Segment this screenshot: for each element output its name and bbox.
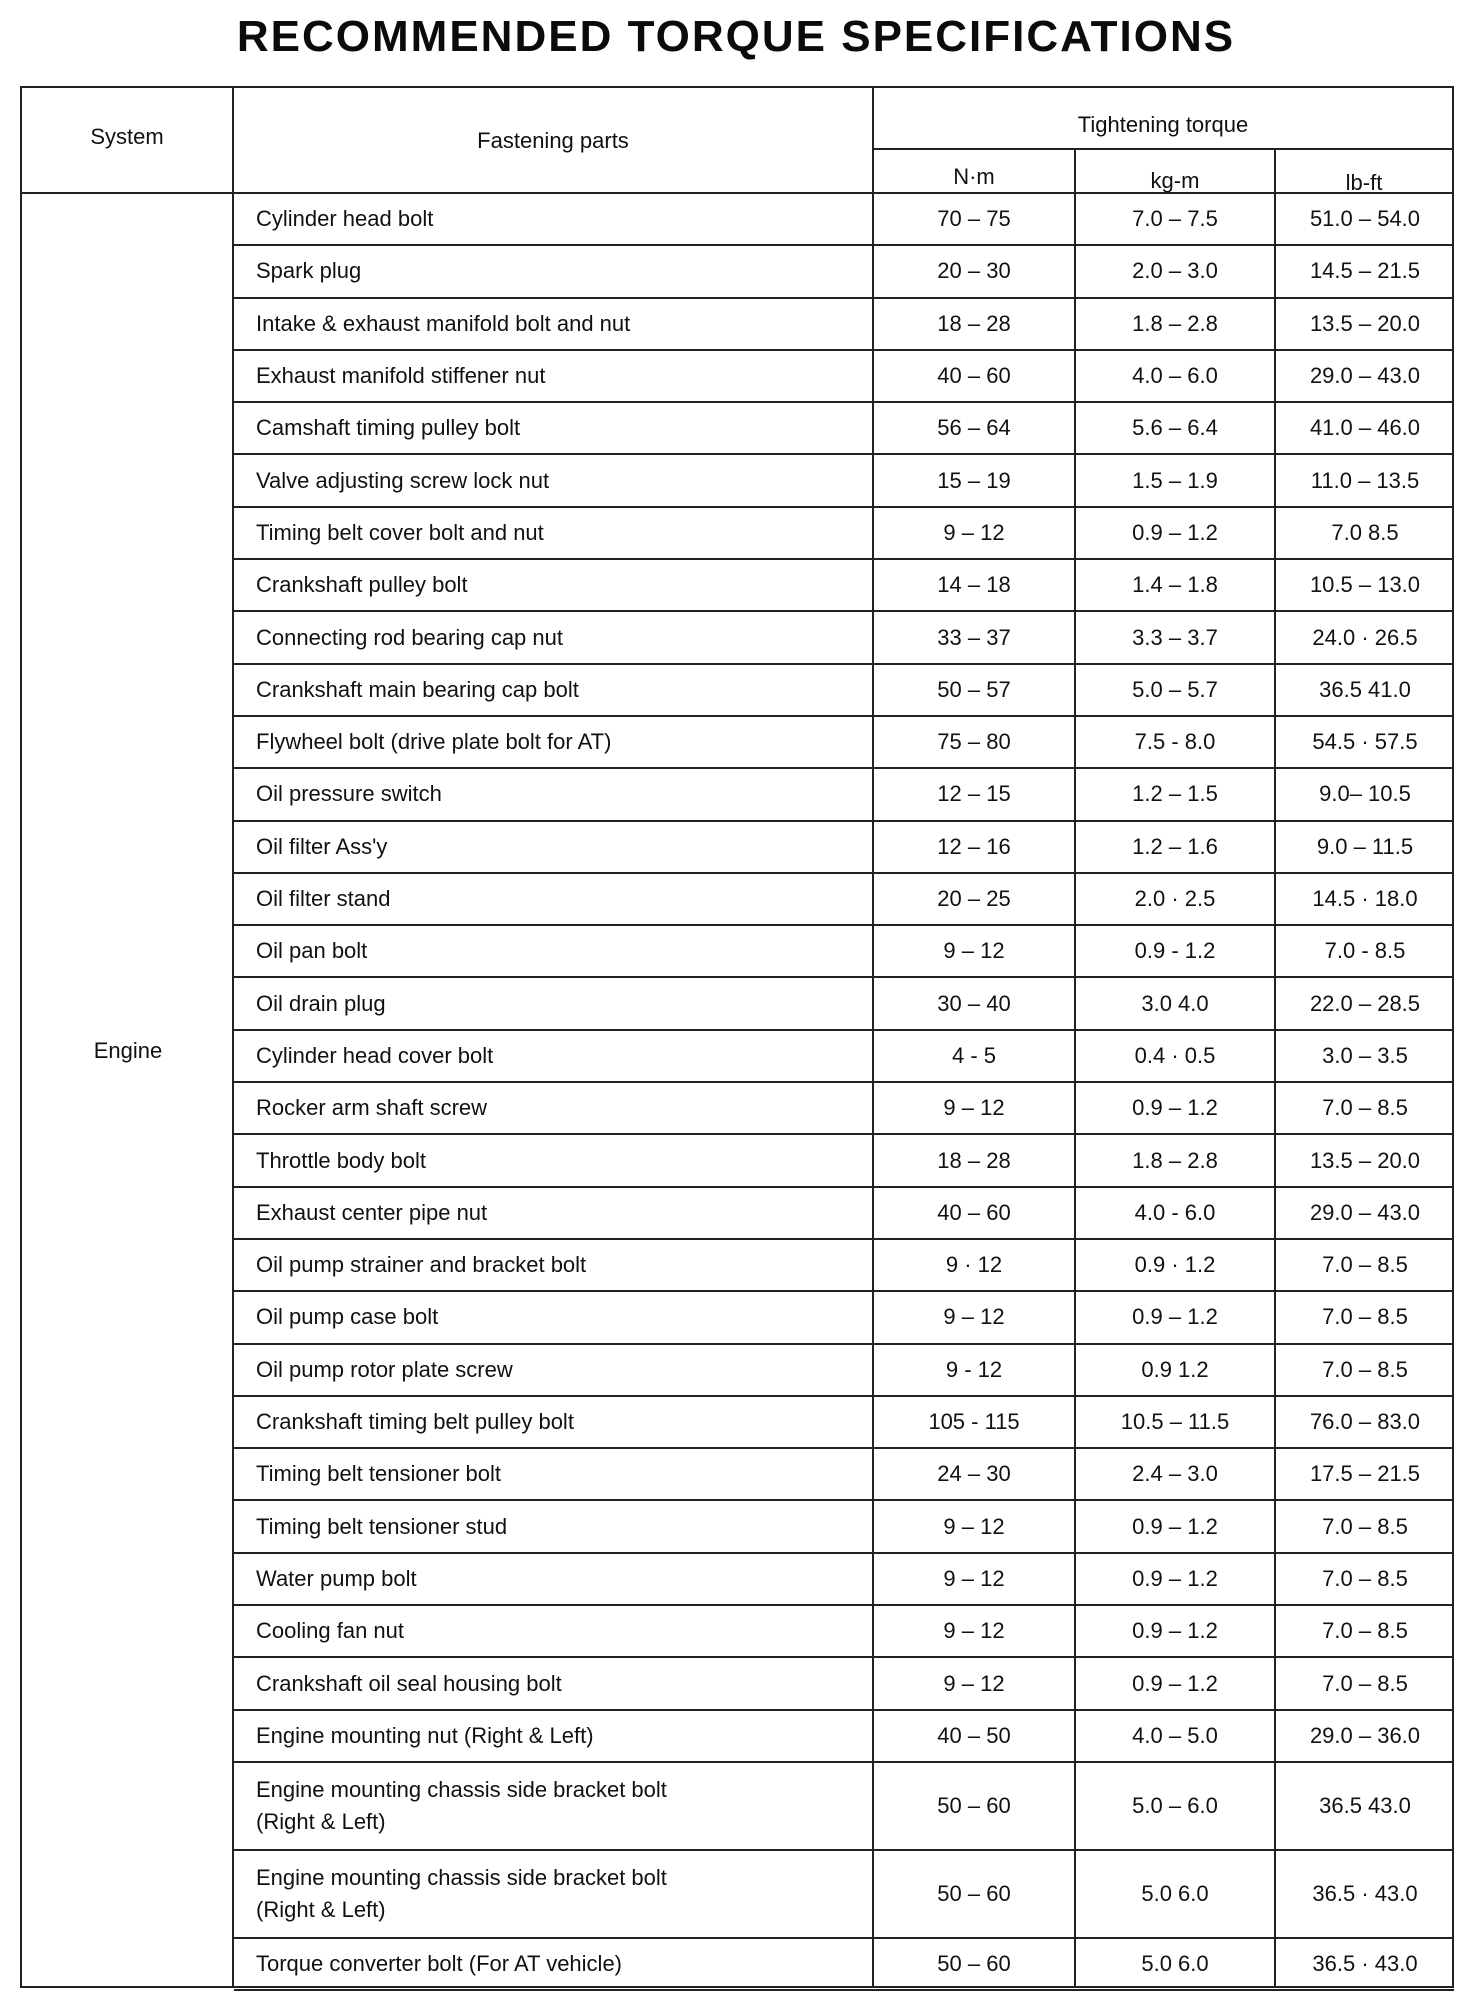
torque-nm: 4 - 5 — [951, 1042, 997, 1068]
table-row — [234, 874, 1454, 926]
torque-lbft: 13.5 – 20.0 — [1309, 310, 1421, 336]
torque-lbft: 36.5 41.0 — [1319, 676, 1411, 702]
torque-nm: 12 – 16 — [937, 833, 1011, 859]
fastening-part: Oil pump strainer and bracket bolt — [256, 1252, 587, 1278]
table-row — [234, 979, 1454, 1031]
torque-kgm: 0.9 – 1.2 — [1132, 1095, 1218, 1121]
torque-lbft: 7.0 – 8.5 — [1322, 1565, 1408, 1591]
torque-kgm: 4.0 - 6.0 — [1134, 1199, 1216, 1225]
fastening-part: Engine mounting chassis side bracket bolt (Right & Left) — [256, 1777, 667, 1834]
torque-kgm: 5.6 – 6.4 — [1132, 415, 1218, 441]
fastening-part: Cooling fan nut — [256, 1618, 404, 1644]
fastening-part: Oil pump case bolt — [256, 1304, 439, 1330]
torque-nm: 18 – 28 — [937, 1147, 1011, 1173]
torque-kgm: 1.2 – 1.5 — [1132, 781, 1218, 807]
torque-lbft: 9.0– 10.5 — [1319, 781, 1411, 807]
torque-kgm: 0.9 – 1.2 — [1132, 1513, 1218, 1539]
torque-nm: 9 – 12 — [943, 1618, 1005, 1644]
fastening-part: Exhaust manifold stiffener nut — [256, 363, 546, 389]
table-row — [234, 926, 1454, 978]
torque-kgm: 0.9 1.2 — [1141, 1356, 1209, 1382]
torque-kgm: 0.9 – 1.2 — [1132, 1670, 1218, 1696]
torque-lbft: 76.0 – 83.0 — [1309, 1409, 1421, 1435]
torque-nm: 75 – 80 — [937, 729, 1011, 755]
table-row — [234, 1031, 1454, 1083]
fastening-part: Oil drain plug — [256, 990, 386, 1016]
torque-lbft: 17.5 – 21.5 — [1309, 1461, 1421, 1487]
fastening-part: Engine mounting chassis side bracket bolt (Right & Left) — [256, 1865, 667, 1922]
torque-lbft: 22.0 – 28.5 — [1309, 990, 1421, 1016]
table-row — [234, 665, 1454, 717]
fastening-part: Crankshaft main bearing cap bolt — [256, 676, 579, 702]
torque-nm: 12 – 15 — [937, 781, 1011, 807]
torque-lbft: 36.5 · 43.0 — [1312, 1951, 1418, 1977]
torque-nm: 9 – 12 — [943, 938, 1005, 964]
torque-kgm: 1.4 – 1.8 — [1132, 572, 1218, 598]
table-row — [234, 299, 1454, 351]
table-row — [234, 1851, 1454, 1939]
fastening-part: Torque converter bolt (For AT vehicle) — [256, 1951, 623, 1977]
torque-kgm: 2.4 – 3.0 — [1132, 1461, 1218, 1487]
table-row — [234, 560, 1454, 612]
torque-nm: 70 – 75 — [937, 206, 1011, 232]
table-row — [234, 1240, 1454, 1292]
fastening-part: Oil filter stand — [256, 886, 391, 912]
table-row — [234, 1502, 1454, 1554]
table-row — [234, 1606, 1454, 1658]
fastening-part: Oil pump rotor plate screw — [256, 1356, 513, 1382]
fastening-part: Water pump bolt — [256, 1565, 417, 1591]
table-row — [234, 194, 1454, 246]
torque-kgm: 3.0 4.0 — [1141, 990, 1209, 1016]
table-row — [234, 1449, 1454, 1501]
torque-lbft: 11.0 – 13.5 — [1310, 467, 1420, 493]
torque-kgm: 0.9 – 1.2 — [1132, 1304, 1218, 1330]
fastening-part: Intake & exhaust manifold bolt and nut — [256, 310, 631, 336]
torque-kgm: 0.9 – 1.2 — [1132, 1618, 1218, 1644]
table-row — [234, 1292, 1454, 1344]
torque-nm: 40 – 60 — [937, 1199, 1011, 1225]
header-unit-kgm: kg-m — [1150, 168, 1200, 193]
table-row — [234, 1188, 1454, 1240]
torque-kgm: 5.0 6.0 — [1141, 1881, 1209, 1906]
header-system: System — [90, 124, 164, 149]
fastening-part: Oil filter Ass'y — [256, 833, 388, 859]
torque-lbft: 36.5 43.0 — [1319, 1793, 1411, 1818]
torque-nm: 18 – 28 — [937, 310, 1011, 336]
fastening-part: Exhaust center pipe nut — [256, 1199, 488, 1225]
fastening-part: Oil pan bolt — [256, 938, 368, 964]
torque-nm: 9 – 12 — [943, 1670, 1005, 1696]
torque-kgm: 5.0 – 6.0 — [1132, 1793, 1218, 1818]
table-row — [234, 717, 1454, 769]
table-row — [234, 612, 1454, 664]
fastening-part: Throttle body bolt — [256, 1147, 426, 1173]
header-tightening-torque: Tightening torque — [1077, 112, 1249, 137]
torque-kgm: 5.0 – 5.7 — [1132, 676, 1218, 702]
fastening-part: Crankshaft pulley bolt — [256, 572, 468, 598]
table-row — [234, 822, 1454, 874]
torque-kgm: 1.8 – 2.8 — [1132, 1147, 1218, 1173]
torque-lbft: 14.5 · 18.0 — [1312, 886, 1418, 912]
system-engine: Engine — [93, 1038, 163, 1063]
torque-table — [20, 86, 1454, 1988]
torque-kgm: 4.0 – 6.0 — [1132, 363, 1218, 389]
torque-nm: 50 – 60 — [937, 1951, 1011, 1977]
torque-lbft: 7.0 – 8.5 — [1322, 1095, 1408, 1121]
torque-kgm: 7.5 - 8.0 — [1134, 729, 1216, 755]
fastening-part: Connecting rod bearing cap nut — [256, 624, 563, 650]
torque-lbft: 51.0 – 54.0 — [1309, 206, 1421, 232]
fastening-part: Rocker arm shaft screw — [256, 1095, 488, 1121]
torque-lbft: 54.5 · 57.5 — [1312, 729, 1418, 755]
torque-lbft: 9.0 – 11.5 — [1316, 833, 1414, 859]
table-row — [234, 1345, 1454, 1397]
torque-nm: 20 – 25 — [937, 886, 1011, 912]
fastening-part: Camshaft timing pulley bolt — [256, 415, 521, 441]
torque-lbft: 10.5 – 13.0 — [1309, 572, 1421, 598]
torque-lbft: 29.0 – 43.0 — [1309, 363, 1421, 389]
torque-lbft: 7.0 – 8.5 — [1322, 1356, 1408, 1382]
table-row — [234, 1939, 1454, 1991]
table-row — [234, 769, 1454, 821]
torque-nm: 56 – 64 — [937, 415, 1011, 441]
torque-kgm: 2.0 – 3.0 — [1132, 258, 1218, 284]
table-row — [234, 1083, 1454, 1135]
torque-kgm: 0.9 – 1.2 — [1132, 519, 1218, 545]
torque-nm: 105 - 115 — [928, 1409, 1020, 1435]
torque-lbft: 7.0 – 8.5 — [1322, 1513, 1408, 1539]
torque-nm: 9 - 12 — [945, 1356, 1003, 1382]
torque-lbft: 7.0 – 8.5 — [1322, 1670, 1408, 1696]
table-row — [234, 1658, 1454, 1710]
torque-lbft: 7.0 – 8.5 — [1322, 1252, 1408, 1278]
torque-nm: 9 – 12 — [943, 1565, 1005, 1591]
torque-kgm: 1.8 – 2.8 — [1132, 310, 1218, 336]
torque-lbft: 7.0 8.5 — [1331, 519, 1399, 545]
torque-nm: 9 – 12 — [943, 1304, 1005, 1330]
torque-nm: 33 – 37 — [937, 624, 1011, 650]
fastening-part: Oil pressure switch — [256, 781, 442, 807]
fastening-part: Spark plug — [256, 258, 362, 284]
torque-nm: 40 – 60 — [937, 363, 1011, 389]
torque-kgm: 0.9 – 1.2 — [1132, 1565, 1218, 1591]
table-row — [234, 403, 1454, 455]
table-row — [234, 246, 1454, 298]
torque-nm: 50 – 60 — [937, 1793, 1011, 1818]
fastening-part: Cylinder head bolt — [256, 206, 434, 232]
table-row — [234, 1135, 1454, 1187]
torque-lbft: 7.0 - 8.5 — [1324, 938, 1406, 964]
fastening-part: Timing belt cover bolt and nut — [256, 519, 544, 545]
header-unit-lbft: lb-ft — [1345, 170, 1383, 195]
torque-kgm: 3.3 – 3.7 — [1132, 624, 1218, 650]
fastening-part: Timing belt tensioner stud — [256, 1513, 508, 1539]
torque-nm: 50 – 57 — [937, 676, 1011, 702]
table-row — [234, 456, 1454, 508]
torque-lbft: 41.0 – 46.0 — [1309, 415, 1421, 441]
header-fastening-parts: Fastening parts — [477, 128, 629, 153]
header-unit-nm: N·m — [953, 164, 995, 189]
torque-kgm: 0.4 · 0.5 — [1134, 1042, 1216, 1068]
torque-kgm: 2.0 · 2.5 — [1134, 886, 1216, 912]
torque-lbft: 29.0 – 36.0 — [1309, 1722, 1421, 1748]
torque-kgm: 10.5 – 11.5 — [1120, 1409, 1230, 1435]
torque-nm: 50 – 60 — [937, 1881, 1011, 1906]
fastening-part: Valve adjusting screw lock nut — [256, 467, 550, 493]
torque-nm: 30 – 40 — [937, 990, 1011, 1016]
torque-kgm: 1.2 – 1.6 — [1132, 833, 1218, 859]
table-row — [234, 351, 1454, 403]
torque-lbft: 36.5 · 43.0 — [1312, 1881, 1418, 1906]
torque-kgm: 0.9 - 1.2 — [1134, 938, 1216, 964]
fastening-part: Crankshaft oil seal housing bolt — [256, 1670, 562, 1696]
table-row — [234, 1554, 1454, 1606]
header-divider — [874, 148, 1452, 150]
table-row — [234, 1397, 1454, 1449]
fastening-part: Crankshaft timing belt pulley bolt — [256, 1409, 574, 1435]
fastening-part: Cylinder head cover bolt — [256, 1042, 494, 1068]
table-bottom-rule — [22, 1986, 1454, 1988]
torque-nm: 24 – 30 — [937, 1461, 1011, 1487]
torque-kgm: 5.0 6.0 — [1141, 1951, 1209, 1977]
fastening-part: Flywheel bolt (drive plate bolt for AT) — [256, 729, 612, 755]
torque-kgm: 4.0 – 5.0 — [1132, 1722, 1218, 1748]
torque-lbft: 3.0 – 3.5 — [1322, 1042, 1408, 1068]
fastening-part: Timing belt tensioner bolt — [256, 1461, 501, 1487]
page-title: RECOMMENDED TORQUE SPECIFICATIONS — [236, 12, 1236, 61]
torque-nm: 9 – 12 — [943, 519, 1005, 545]
torque-nm: 20 – 30 — [937, 258, 1011, 284]
torque-lbft: 13.5 – 20.0 — [1309, 1147, 1421, 1173]
fastening-part: Engine mounting nut (Right & Left) — [256, 1722, 594, 1748]
torque-kgm: 0.9 · 1.2 — [1134, 1252, 1216, 1278]
torque-lbft: 14.5 – 21.5 — [1309, 258, 1421, 284]
table-row — [234, 1763, 1454, 1851]
torque-nm: 9 – 12 — [943, 1095, 1005, 1121]
torque-nm: 15 – 19 — [937, 467, 1011, 493]
torque-lbft: 24.0 · 26.5 — [1312, 624, 1418, 650]
torque-lbft: 29.0 – 43.0 — [1309, 1199, 1421, 1225]
torque-kgm: 7.0 – 7.5 — [1132, 206, 1218, 232]
torque-kgm: 1.5 – 1.9 — [1132, 467, 1218, 493]
torque-lbft: 7.0 – 8.5 — [1322, 1618, 1408, 1644]
table-row — [234, 1711, 1454, 1763]
torque-lbft: 7.0 – 8.5 — [1322, 1304, 1408, 1330]
torque-nm: 9 – 12 — [943, 1513, 1005, 1539]
torque-nm: 9 · 12 — [945, 1252, 1003, 1278]
table-row — [234, 508, 1454, 560]
torque-nm: 14 – 18 — [937, 572, 1011, 598]
torque-nm: 40 – 50 — [937, 1722, 1011, 1748]
